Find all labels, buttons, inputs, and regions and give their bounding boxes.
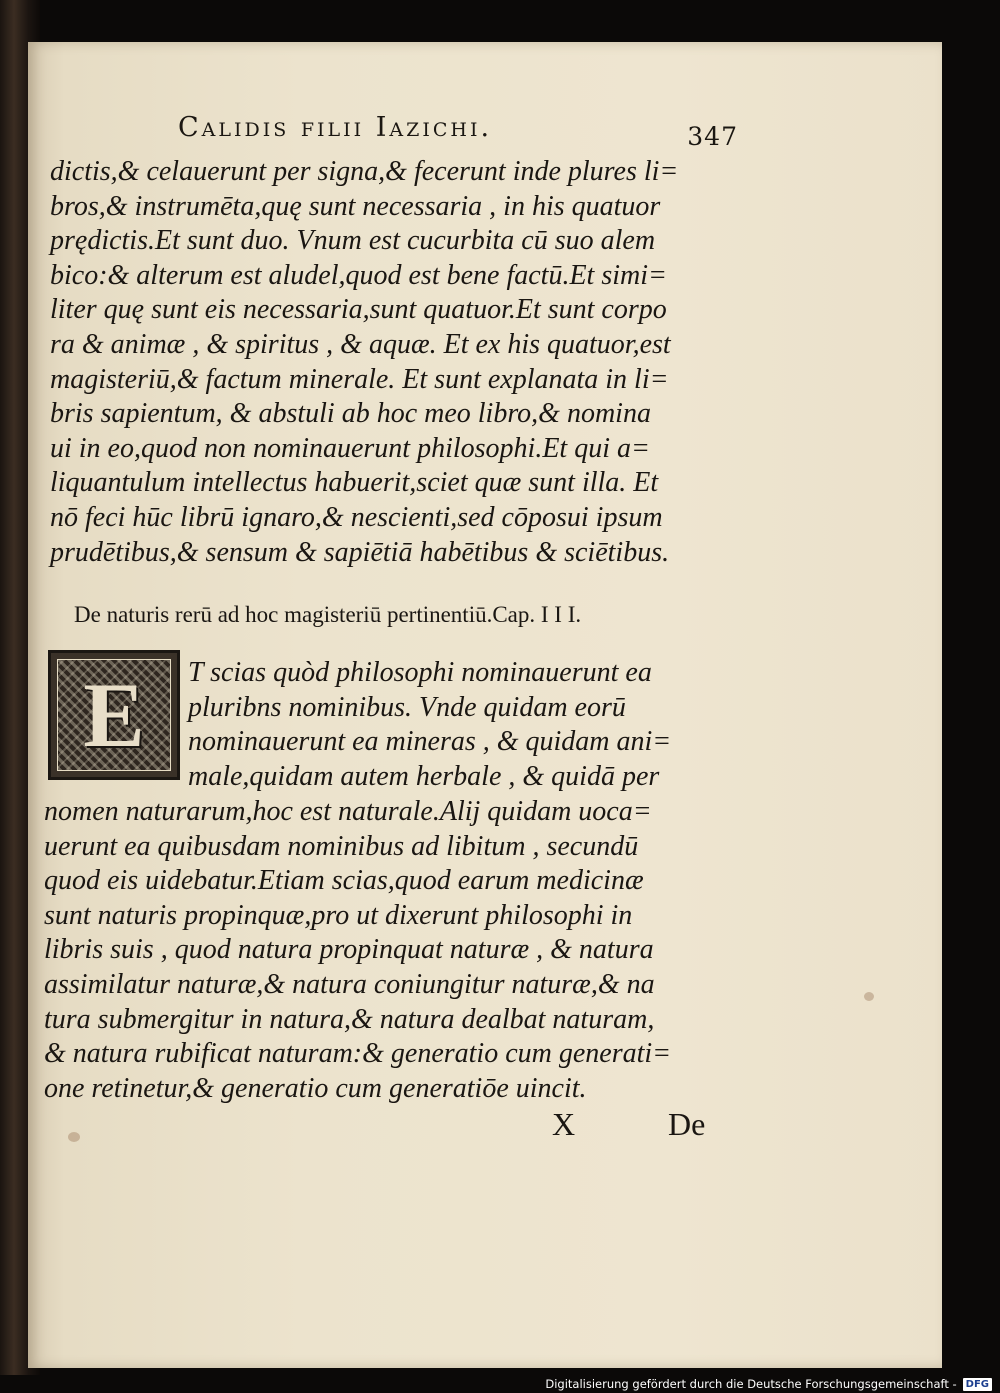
- text-line: nō feci hūc librū ignaro,& nescienti,sed cōposui ipsum: [50, 501, 663, 533]
- text-line: liter quę sunt eis necessaria,sunt quatuor.Et sunt corpo: [50, 294, 667, 326]
- chapter-heading: De naturis rerū ad hoc magisteriū pertinentiū.Cap. I I I.: [74, 602, 582, 627]
- text-line: one retinetur,& generatio cum generatiōe uincit.: [44, 1072, 587, 1104]
- text-line: dictis,& celauerunt per signa,& fecerunt inde plures li=: [50, 156, 679, 187]
- text-line: assimilatur naturæ,& natura coniungitur naturæ,& na: [44, 968, 655, 1000]
- text-line: bris sapientum, & abstuli ab hoc meo libro,& nomina: [50, 398, 651, 430]
- text-line: nominauerunt ea mineras , & quidam ani=: [188, 726, 672, 758]
- text-line: T scias quòd philosophi nominauerunt ea: [188, 657, 652, 688]
- text-line: quod eis uidebatur.Etiam scias,quod earum medicinæ: [44, 865, 644, 897]
- text-line: nomen naturarum,hoc est naturale.Alij quidam uoca=: [44, 796, 652, 827]
- text-line: tura submergitur in natura,& natura dealbat naturam,: [44, 1003, 655, 1035]
- foxing-spot: [68, 1132, 80, 1142]
- catchword: De: [668, 1106, 706, 1142]
- text-line: prudētibus,& sensum & sapiētiā habētibus & sciētibus.: [50, 536, 670, 568]
- running-head-title: Calidis filii Iazichi.: [178, 112, 493, 143]
- footer: [545, 1376, 992, 1392]
- text-line: magisteriū,& factum minerale. Et sunt explanata in li=: [50, 363, 669, 395]
- text-line: bros,& instrumēta,quę sunt necessaria , in his quatuor: [50, 190, 661, 222]
- signature-mark: X: [552, 1106, 576, 1142]
- page-number: 347: [687, 122, 738, 151]
- text-line: ra & animæ , & spiritus , & aquæ. Et ex his quatuor,est: [50, 328, 671, 360]
- paragraph-2-indented: [188, 656, 748, 794]
- footer-credit: Digitalisierung gefördert durch die Deutsche Forschungsgemeinschaft -: [545, 1377, 957, 1391]
- paragraph-2: [44, 795, 744, 1106]
- text-line: pluribns nominibus. Vnde quidam eorū: [188, 691, 626, 723]
- text-line: prędictis.Et sunt duo. Vnum est cucurbita cū suo alem: [50, 225, 656, 257]
- text-line: ui in eo,quod non nominauerunt philosophi.Et qui a=: [50, 432, 650, 464]
- text-line: uerunt ea quibusdam nominibus ad libitum , secundū: [44, 830, 639, 862]
- text-line: sunt naturis propinquæ,pro ut dixerunt philosophi in: [44, 899, 633, 931]
- running-head: [178, 112, 738, 151]
- text-line: libris suis , quod natura propinquat naturæ , & natura: [44, 934, 654, 966]
- initial-letter: E: [57, 659, 171, 771]
- paragraph-1: [50, 155, 730, 570]
- decorated-initial: [48, 650, 180, 780]
- text-line: liquantulum intellectus habuerit,sciet quæ sunt illa. Et: [50, 467, 659, 499]
- foxing-spot: [864, 992, 874, 1001]
- dfg-logo: DFG: [963, 1378, 992, 1391]
- text-line: & natura rubificat naturam:& generatio cum generati=: [44, 1038, 672, 1070]
- text-line: bico:& alterum est aludel,quod est bene factū.Et simi=: [50, 259, 667, 291]
- text-line: male,quidam autem herbale , & quidā per: [188, 760, 660, 792]
